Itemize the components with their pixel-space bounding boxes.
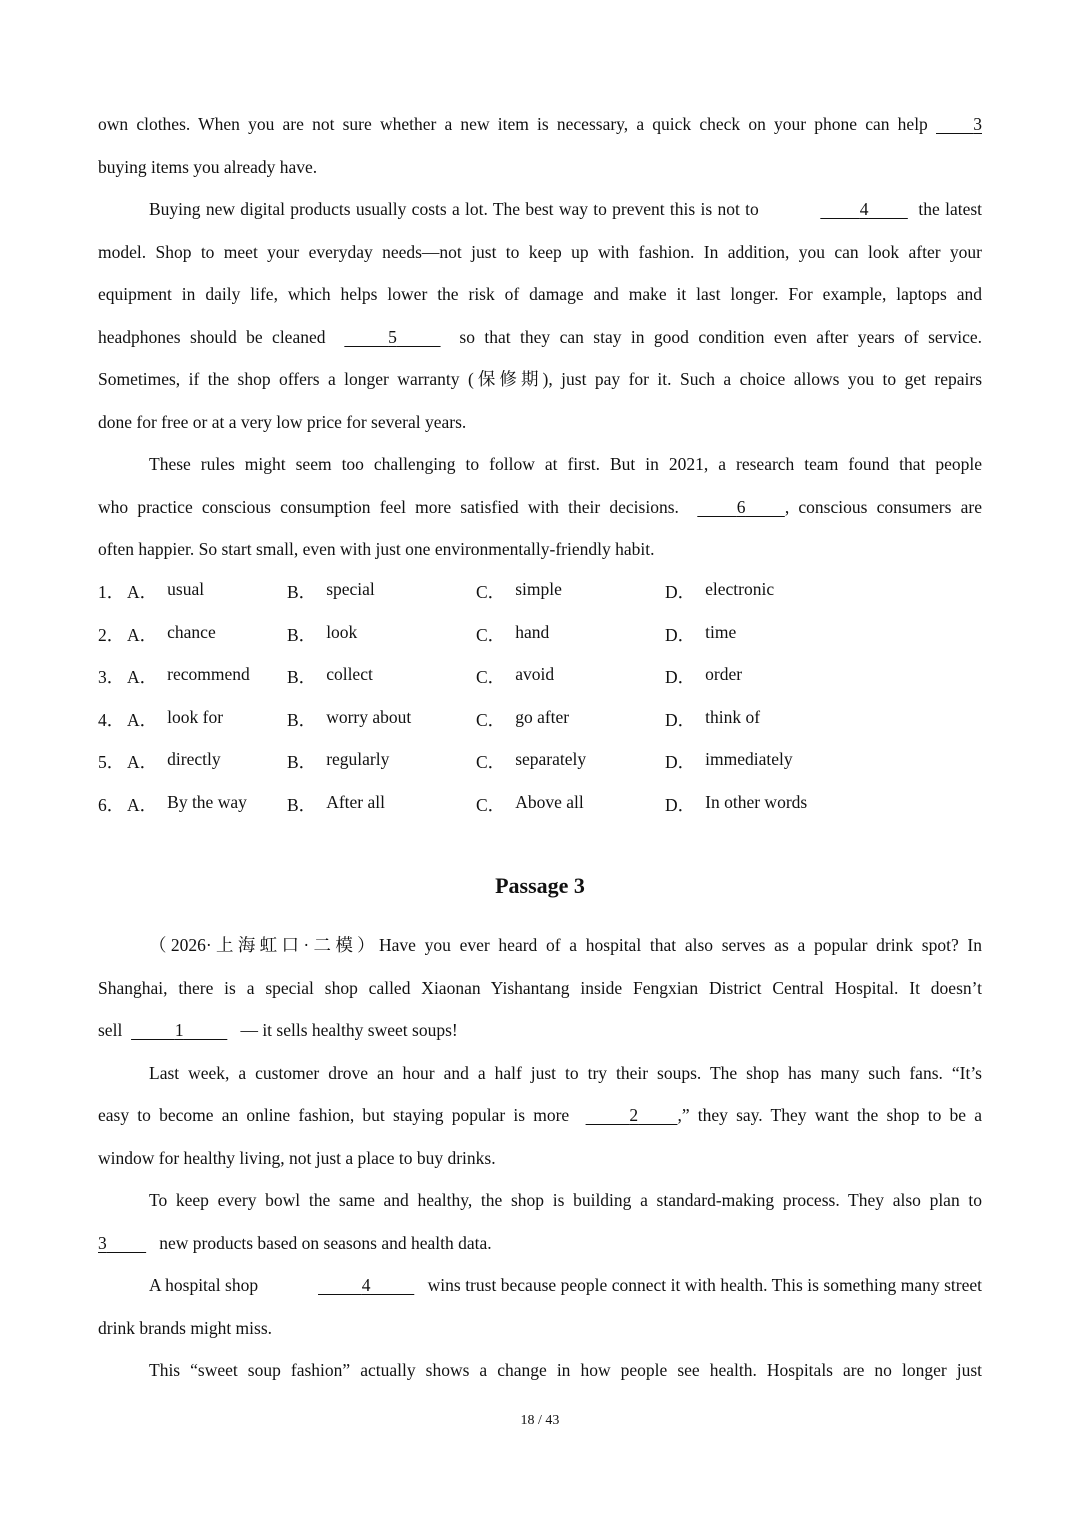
blank-4: 4 xyxy=(859,199,869,219)
option-text: usual xyxy=(167,579,205,600)
option-d[interactable] xyxy=(665,622,865,647)
option-text: simple xyxy=(515,579,562,600)
option-d[interactable] xyxy=(665,664,865,689)
option-text: think of xyxy=(705,706,761,727)
option-text: collect xyxy=(326,664,373,685)
option-letter: D． xyxy=(665,752,696,773)
option-row xyxy=(98,783,982,826)
option-row xyxy=(98,698,982,741)
blank-6: 6 xyxy=(736,496,746,517)
option-text: time xyxy=(705,621,737,642)
option-letter: B． xyxy=(287,794,317,815)
option-a[interactable] xyxy=(127,664,287,689)
option-letter: D． xyxy=(665,624,696,645)
option-letter: C． xyxy=(476,624,506,645)
option-text: regularly xyxy=(326,749,390,770)
question-number: 5． xyxy=(98,752,125,773)
option-row xyxy=(98,613,982,656)
option-text: Above all xyxy=(515,791,584,812)
option-text: After all xyxy=(326,791,385,812)
paragraph-line: Sometimes, if the shop offers a longer warranty (保修期), just pay for it. Such a choice allows you to get repairs xyxy=(98,369,982,389)
option-letter: D． xyxy=(665,794,696,815)
question-number: 4． xyxy=(98,709,125,730)
blank-3: 3 xyxy=(973,114,982,134)
blank-5: 5 xyxy=(388,326,397,347)
option-letter: D． xyxy=(665,667,696,688)
option-b[interactable] xyxy=(287,622,476,647)
option-text: electronic xyxy=(705,579,775,600)
passage-3-body xyxy=(98,924,982,1392)
option-b[interactable] xyxy=(287,749,476,774)
paragraph-line: buying items you already have. xyxy=(98,156,318,177)
option-b[interactable] xyxy=(287,792,476,817)
option-c[interactable] xyxy=(476,664,665,689)
paragraph-line: own clothes. When you are not sure whether a new item is necessary, a quick check on your phone can help 3 xyxy=(98,103,982,146)
option-letter: A． xyxy=(127,624,158,645)
paragraph-line: Buying new digital products usually costs a lot. The best way to prevent this is not to 4 the latest xyxy=(98,188,982,231)
question-number: 3． xyxy=(98,667,125,688)
option-text: chance xyxy=(167,621,216,642)
paragraph-line: easy to become an online fashion, but staying popular is more 2 ,” they say. They want the shop to be a xyxy=(98,1094,982,1137)
paragraph-line: headphones should be cleaned 5 so that they can stay in good condition even after years of service. xyxy=(98,316,982,359)
option-d[interactable] xyxy=(665,792,865,817)
paragraph-line: To keep every bowl the same and healthy, the shop is building a standard-making process. They also plan to xyxy=(149,1190,982,1210)
paragraph-line: Last week, a customer drove an hour and a half just to try their soups. The shop has many such fans. “It’s xyxy=(149,1062,982,1083)
question-number: 6． xyxy=(98,794,125,815)
option-letter: C． xyxy=(476,667,506,688)
option-d[interactable] xyxy=(665,707,865,732)
option-text: separately xyxy=(515,749,587,770)
option-letter: D． xyxy=(665,582,696,603)
option-text: In other words xyxy=(705,791,808,812)
option-letter: A． xyxy=(127,794,158,815)
paragraph-line: 3 new products based on seasons and health data. xyxy=(98,1222,982,1265)
option-row xyxy=(98,656,982,699)
option-letter: C． xyxy=(476,752,506,773)
question-number: 2． xyxy=(98,624,125,645)
option-text: go after xyxy=(515,706,570,727)
option-text: avoid xyxy=(515,664,555,685)
option-text: directly xyxy=(167,749,221,770)
paragraph-line: sell 1 — it sells healthy sweet soups! xyxy=(98,1009,982,1052)
option-letter: C． xyxy=(476,582,506,603)
answer-options xyxy=(98,571,982,826)
option-letter: B． xyxy=(287,582,317,603)
option-letter: A． xyxy=(127,667,158,688)
paragraph-line: model. Shop to meet your everyday needs—not just to keep up with fashion. In addition, you can look after your xyxy=(98,241,982,262)
option-c[interactable] xyxy=(476,579,665,604)
option-c[interactable] xyxy=(476,749,665,774)
paragraph-line: drink brands might miss. xyxy=(98,1317,273,1338)
option-letter: A． xyxy=(127,752,158,773)
option-letter: A． xyxy=(127,582,158,603)
paragraph-line: This “sweet soup fashion” actually shows a change in how people see health. Hospitals are no longer just xyxy=(149,1360,982,1380)
option-text: worry about xyxy=(326,706,412,727)
paragraph-line: A hospital shop 4 wins trust because people connect it with health. This is something many street xyxy=(98,1264,982,1307)
option-a[interactable] xyxy=(127,749,287,774)
option-b[interactable] xyxy=(287,579,476,604)
paragraph-line: window for healthy living, not just a place to buy drinks. xyxy=(98,1147,496,1168)
page-number: 18 / 43 xyxy=(520,1413,560,1428)
paragraph-line: （2026·上海虹口·二模）Have you ever heard of a hospital that also serves as a popular drink spot? In xyxy=(149,935,982,955)
option-text: special xyxy=(326,579,375,600)
option-text: By the way xyxy=(167,791,247,812)
option-text: recommend xyxy=(167,664,250,685)
option-b[interactable] xyxy=(287,707,476,732)
option-a[interactable] xyxy=(127,622,287,647)
paragraph-line: who practice conscious consumption feel more satisfied with their decisions. 6 , conscious consumers are xyxy=(98,486,982,529)
option-letter: B． xyxy=(287,624,317,645)
option-letter: B． xyxy=(287,667,317,688)
option-text: look for xyxy=(167,706,224,727)
option-d[interactable] xyxy=(665,749,865,774)
option-b[interactable] xyxy=(287,664,476,689)
option-c[interactable] xyxy=(476,707,665,732)
blank-4-p3: 4 xyxy=(361,1275,371,1295)
blank-1: 1 xyxy=(174,1020,184,1040)
blank-2: 2 xyxy=(629,1105,639,1125)
option-d[interactable] xyxy=(665,579,865,604)
option-row xyxy=(98,571,982,614)
option-text: order xyxy=(705,664,743,685)
option-a[interactable] xyxy=(127,707,287,732)
paragraph-line: These rules might seem too challenging to follow at first. But in 2021, a research team found that people xyxy=(149,454,982,474)
option-text: look xyxy=(326,621,358,642)
option-row xyxy=(98,741,982,784)
question-number: 1． xyxy=(98,582,125,603)
option-letter: B． xyxy=(287,709,317,730)
option-a[interactable] xyxy=(127,579,287,604)
option-c[interactable] xyxy=(476,792,665,817)
option-c[interactable] xyxy=(476,622,665,647)
paragraph-line: equipment in daily life, which helps lower the risk of damage and make it last longer. For example, laptops and xyxy=(98,284,982,304)
option-letter: A． xyxy=(127,709,158,730)
option-letter: D． xyxy=(665,709,696,730)
document-page xyxy=(98,103,983,1380)
paragraph-line: done for free or at a very low price for several years. xyxy=(98,411,467,432)
passage-title: Passage 3 xyxy=(495,873,585,898)
option-letter: C． xyxy=(476,709,506,730)
option-a[interactable] xyxy=(127,792,287,817)
option-text: hand xyxy=(515,621,550,642)
paragraph-line: often happier. So start small, even with just one environmentally-friendly habit. xyxy=(98,539,655,559)
option-text: immediately xyxy=(705,749,793,770)
option-letter: B． xyxy=(287,752,317,773)
paragraph-line: Shanghai, there is a special shop called Xiaonan Yishantang inside Fengxian District Central Hospital. It doesn’t xyxy=(98,977,982,998)
blank-3-p3: 3 xyxy=(98,1232,107,1253)
option-letter: C． xyxy=(476,794,506,815)
